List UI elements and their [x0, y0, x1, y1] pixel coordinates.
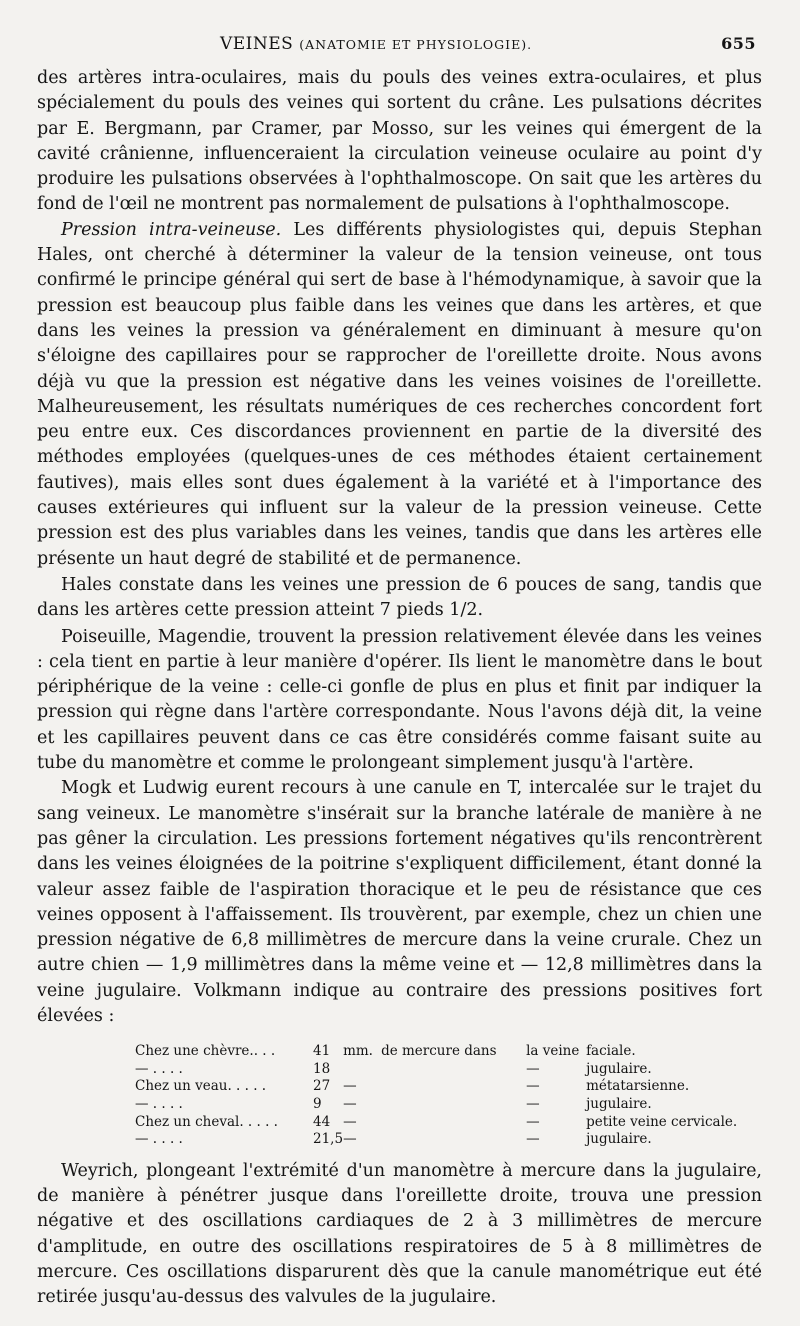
table-cell-ditto: la veine	[526, 1043, 580, 1060]
table-cell-vein: jugulaire.	[586, 1131, 652, 1148]
table-cell-ditto: —	[526, 1096, 540, 1113]
running-title	[220, 34, 532, 54]
table-cell-subject: — . . . .	[135, 1096, 183, 1113]
table-row	[135, 1043, 737, 1061]
table-cell-unit: mm.	[343, 1043, 373, 1060]
table-cell-phrase	[381, 1131, 526, 1149]
table-cell-phrase	[381, 1061, 526, 1079]
body-text	[37, 66, 762, 1311]
table-cell-value: 27	[313, 1078, 331, 1095]
table-cell-vein: métatarsienne.	[586, 1078, 690, 1095]
pressure-measures-table	[135, 1043, 737, 1149]
table-cell-vein: jugulaire.	[586, 1096, 652, 1113]
paragraph-1: des artères intra-oculaires, mais du pouls des veines extra-oculaires, et plus spécialement du pouls des veines qui sortent du crâne. Les pulsations décrites par E. Bergmann, par Cramer, par Mosso, sur les veines qui émergent de la cavité crânienne, influenceraient la circulation veineuse oculaire au point d'y produire les pulsations observées à l'ophthalmoscope. On sait que les artères du fond de l'œil ne montrent pas normalement de pulsations à l'ophthalmoscope.	[37, 68, 762, 215]
paragraph-2	[37, 218, 762, 572]
table-cell-subject: Chez un cheval. . . . .	[135, 1113, 278, 1130]
table-cell-ditto: —	[526, 1113, 540, 1130]
table-cell-ditto: —	[526, 1131, 540, 1148]
table-row	[135, 1061, 737, 1079]
table-cell-subject: Chez une chèvre.. . .	[135, 1043, 276, 1060]
paragraph-3: Hales constate dans les veines une pression de 6 pouces de sang, tandis que dans les artères cette pression atteint 7 pieds 1/2.	[37, 574, 762, 621]
table-cell-subject: Chez un veau. . . . .	[135, 1078, 267, 1095]
pressure-measures-body	[135, 1043, 737, 1149]
page-number: 655	[721, 34, 756, 53]
paragraph-4: Poiseuille, Magendie, trouvent la pression relativement élevée dans les veines : cela tient en partie à leur manière d'opérer. Ils lient le manomètre dans le bout périphérique de la veine : celle-ci gonfle de plus en plus et finit par indiquer la pression qui règne dans l'artère correspondante. Nous l'avons déjà dit, la veine et les capillaires peuvent dans ce cas être considérés comme faisant suite au tube du manomètre et comme le prolongeant simplement jusqu'à l'artère.	[37, 626, 762, 774]
table-cell-value: 44	[313, 1113, 331, 1130]
table-cell-value: 21,5	[313, 1131, 344, 1148]
table-row	[135, 1114, 737, 1132]
running-head	[37, 30, 762, 66]
table-row	[135, 1078, 737, 1096]
table-cell-phrase	[381, 1114, 526, 1132]
table-cell-subject: — . . . .	[135, 1060, 183, 1077]
table-cell-unit: —	[343, 1131, 357, 1148]
table-cell-value: 18	[313, 1060, 331, 1077]
paragraph-6: Weyrich, plongeant l'extrémité d'un manomètre à mercure dans la jugulaire, de manière à pénétrer jusque dans l'oreillette droite, trouva une pression négative et des oscillations cardiaques de 2 à 3 millimètres de mercure d'amplitude, en outre des oscillations respiratoires de 5 à 8 millimètres de mercure. Ces oscillations disparurent dès que la canule manométrique eut été retirée jusqu'au-dessus des valvules de la jugulaire.	[37, 1160, 762, 1308]
paragraph-2-text: Les différents physiologistes qui, depuis Stephan Hales, ont cherché à déterminer la valeur de la tension veineuse, ont tous confirmé le principe général qui sert de base à l'hémodynamique, à savoir que la pression est beaucoup plus faible dans les veines que dans les artères, et que dans les veines la pression va généralement en diminuant à mesure qu'on s'éloigne des capillaires pour se rapprocher de l'oreillette droite. Nous avons déjà vu que la pression est négative dans les veines voisines de l'oreillette. Malheureusement, les résultats numériques de ces recherches concordent fort peu entre eux. Ces discordances proviennent en partie de la diversité des méthodes employées (quelques-unes de ces méthodes étaient certainement fautives), mais elles sont dues également à la variété et à l'importance des causes extérieures qui influent sur la valeur de la pression veineuse. Cette pression est des plus variables dans les veines, tandis que dans les artères elle présente un haut degré de stabilité et de permanence.	[37, 219, 762, 569]
table-cell-unit: —	[343, 1113, 357, 1130]
table-cell-phrase	[381, 1078, 526, 1096]
table-cell-phrase	[381, 1096, 526, 1114]
table-cell-unit: —	[343, 1078, 357, 1095]
paragraph-2-heading: Pression intra-veineuse.	[61, 219, 282, 240]
table-cell-ditto: —	[526, 1078, 540, 1095]
table-cell-value: 41	[313, 1043, 331, 1060]
paragraph-5: Mogk et Ludwig eurent recours à une canule en T, intercalée sur le trajet du sang veineux. Le manomètre s'insérait sur la branche latérale de manière à ne pas gêner la circulation. Les pressions fortement négatives qu'ils rencontrèrent dans les veines éloignées de la poitrine s'expliquent difficilement, étant donné la valeur assez faible de l'aspiration thoracique et le peu de résistance que ces veines opposent à l'affaissement. Ils trouvèrent, par exemple, chez un chien une pression négative de 6,8 millimètres de mercure dans la veine crurale. Chez un autre chien — 1,9 millimètres dans la même veine et — 12,8 millimètres dans la veine jugulaire. Volkmann indique au contraire des pressions positives fort élevées :	[37, 778, 762, 1026]
table-cell-vein: jugulaire.	[586, 1060, 652, 1077]
table-row	[135, 1131, 737, 1149]
table-cell-vein: petite veine cervicale.	[586, 1113, 738, 1130]
running-title-subtitle: (ANATOMIE ET PHYSIOLOGIE).	[299, 37, 533, 52]
table-cell-unit	[343, 1061, 381, 1079]
table-cell-vein: faciale.	[586, 1043, 636, 1060]
running-title-main: VEINES	[220, 34, 294, 54]
table-cell-subject: — . . . .	[135, 1131, 183, 1148]
table-cell-ditto: —	[526, 1060, 540, 1077]
table-cell-value: 9	[313, 1096, 322, 1113]
table-cell-phrase: de mercure dans	[381, 1043, 497, 1060]
table-cell-unit: —	[343, 1096, 357, 1113]
table-row	[135, 1096, 737, 1114]
